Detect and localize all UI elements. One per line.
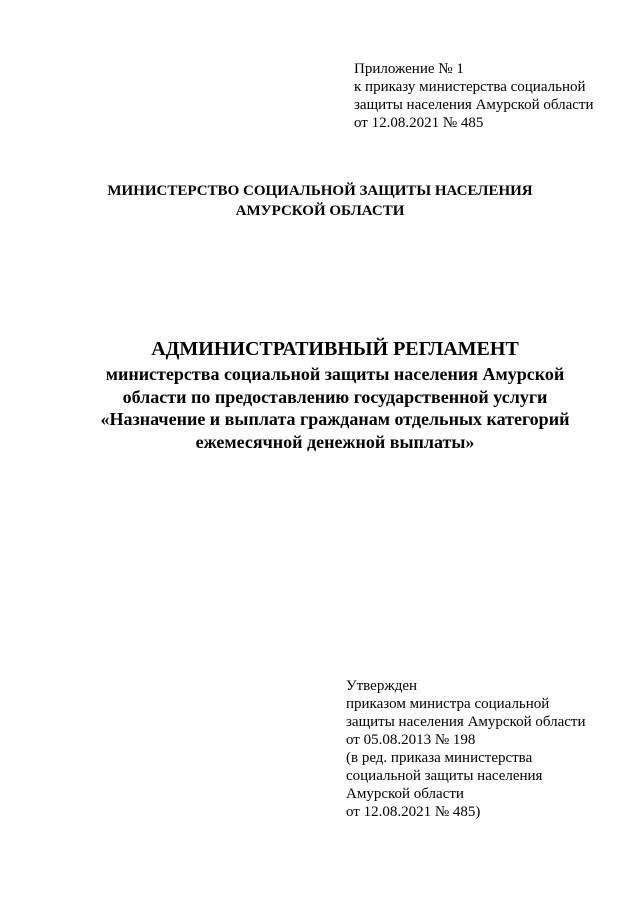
regulation-subtitle-line: «Назначение и выплата гражданам отдельных категорий <box>100 409 570 429</box>
regulation-subtitle-line: области по предоставлению государственной услуги <box>122 386 548 407</box>
approval-line: (в ред. приказа министерства <box>346 750 533 766</box>
ministry-line: МИНИСТЕРСТВО СОЦИАЛЬНОЙ ЗАЩИТЫ НАСЕЛЕНИЯ <box>107 183 533 199</box>
regulation-subtitle-line: министерства социальной защиты населения Амурской <box>105 364 565 384</box>
regulation-subtitle-line: ежемесячной денежной выплаты» <box>195 431 475 452</box>
approval-line: социальной защиты населения <box>346 768 543 784</box>
regulation-heading <box>40 336 630 453</box>
approval-line: защиты населения Амурской области <box>346 714 586 730</box>
appendix-line: Приложение № 1 <box>354 61 464 77</box>
approval-line: от 05.08.2013 № 198 <box>346 732 476 748</box>
approval-line: от 12.08.2021 № 485) <box>346 804 481 820</box>
regulation-title: АДМИНИСТРАТИВНЫЙ РЕГЛАМЕНТ <box>151 338 519 360</box>
appendix-line: от 12.08.2021 № 485 <box>354 115 484 131</box>
appendix-line: к приказу министерства социальной <box>354 79 586 95</box>
appendix-line: защиты населения Амурской области <box>354 97 594 113</box>
ministry-line: АМУРСКОЙ ОБЛАСТИ <box>235 203 405 219</box>
ministry-heading <box>70 181 570 221</box>
approval-line: приказом министра социальной <box>346 696 550 712</box>
appendix-note <box>354 60 624 132</box>
approval-line: Утвержден <box>346 678 418 694</box>
approval-note <box>346 677 626 821</box>
approval-line: Амурской области <box>346 786 464 802</box>
